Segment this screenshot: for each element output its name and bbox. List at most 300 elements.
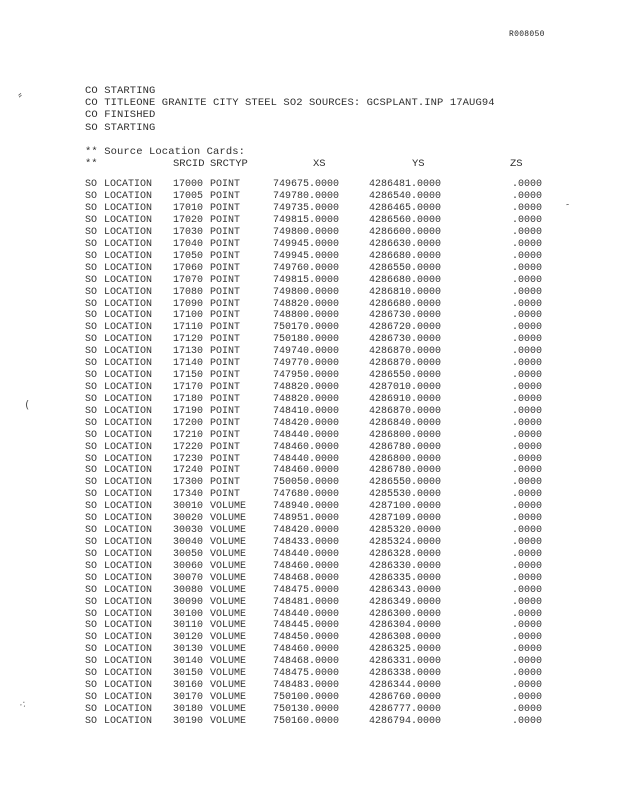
row-keyword: LOCATION [104, 274, 153, 286]
table-row [85, 203, 605, 215]
row-so: SO [85, 346, 98, 358]
row-keyword: LOCATION [104, 584, 153, 596]
row-zs: .0000 [512, 680, 543, 692]
row-srcid: 17230 [173, 453, 204, 465]
row-keyword: LOCATION [104, 680, 153, 692]
row-ys: 4285324.0000 [369, 536, 442, 548]
row-keyword: LOCATION [104, 691, 153, 703]
row-ys: 4286780.0000 [369, 441, 442, 453]
header-line-4: SO STARTING [85, 121, 156, 134]
table-row [85, 501, 605, 513]
row-so: SO [85, 381, 98, 393]
row-keyword: LOCATION [104, 703, 153, 715]
row-zs: .0000 [512, 393, 543, 405]
row-srctyp: POINT [210, 310, 241, 322]
table-row [85, 370, 605, 382]
row-keyword: LOCATION [104, 668, 153, 680]
row-srctyp: VOLUME [210, 548, 247, 560]
row-srctyp: VOLUME [210, 501, 247, 513]
row-ys: 4286680.0000 [369, 274, 442, 286]
row-xs: 748460.0000 [273, 465, 340, 477]
row-srcid: 17150 [173, 370, 204, 382]
row-zs: .0000 [512, 525, 543, 537]
row-srcid: 17100 [173, 310, 204, 322]
row-srctyp: POINT [210, 441, 241, 453]
row-keyword: LOCATION [104, 322, 153, 334]
row-keyword: LOCATION [104, 346, 153, 358]
row-keyword: LOCATION [104, 536, 153, 548]
row-ys: 4286800.0000 [369, 429, 442, 441]
table-row [85, 418, 605, 430]
table-row [85, 632, 605, 644]
row-zs: .0000 [512, 215, 543, 227]
row-ys: 4286720.0000 [369, 322, 442, 334]
row-xs: 747680.0000 [273, 489, 340, 501]
table-row [85, 465, 605, 477]
row-ys: 4287109.0000 [369, 513, 442, 525]
row-zs: .0000 [512, 489, 543, 501]
row-zs: .0000 [512, 453, 543, 465]
row-so: SO [85, 298, 98, 310]
row-zs: .0000 [512, 298, 543, 310]
row-xs: 748460.0000 [273, 644, 340, 656]
row-srcid: 17020 [173, 215, 204, 227]
table-row [85, 346, 605, 358]
row-keyword: LOCATION [104, 405, 153, 417]
row-zs: .0000 [512, 644, 543, 656]
row-zs: .0000 [512, 322, 543, 334]
row-ys: 4286840.0000 [369, 417, 442, 429]
row-srcid: 17140 [173, 358, 204, 370]
row-xs: 750170.0000 [273, 322, 340, 334]
row-so: SO [85, 501, 98, 513]
row-srctyp: POINT [210, 429, 241, 441]
table-row [85, 609, 605, 621]
row-so: SO [85, 393, 98, 405]
row-zs: .0000 [512, 381, 543, 393]
row-xs: 750130.0000 [273, 703, 340, 715]
row-zs: .0000 [512, 417, 543, 429]
column-srcid: SRCID [173, 158, 205, 171]
row-ys: 4286730.0000 [369, 310, 442, 322]
table-row [85, 537, 605, 549]
row-keyword: LOCATION [104, 227, 153, 238]
row-srcid: 30130 [173, 644, 204, 656]
row-so: SO [85, 572, 98, 584]
row-srctyp: VOLUME [210, 644, 247, 656]
row-so: SO [85, 191, 98, 203]
row-keyword: LOCATION [104, 596, 153, 608]
row-ys: 4286560.0000 [369, 215, 442, 227]
location-rows [85, 179, 605, 727]
row-srctyp: VOLUME [210, 525, 247, 537]
row-keyword: LOCATION [104, 298, 153, 310]
row-keyword: LOCATION [104, 429, 153, 441]
row-srctyp: POINT [210, 334, 241, 346]
row-srctyp: POINT [210, 191, 241, 203]
row-ys: 4286325.0000 [369, 644, 442, 656]
table-row [85, 573, 605, 585]
row-srctyp: POINT [210, 274, 241, 286]
row-zs: .0000 [512, 548, 543, 560]
row-keyword: LOCATION [104, 560, 153, 572]
row-ys: 4286550.0000 [369, 477, 442, 489]
row-srcid: 30110 [173, 620, 204, 632]
row-keyword: LOCATION [104, 656, 153, 668]
card-listing [85, 85, 605, 728]
row-zs: .0000 [512, 358, 543, 370]
table-row [85, 251, 605, 263]
row-xs: 749800.0000 [273, 286, 340, 298]
row-keyword: LOCATION [104, 572, 153, 584]
row-so: SO [85, 620, 98, 632]
row-xs: 749740.0000 [273, 346, 340, 358]
row-ys: 4286331.0000 [369, 656, 442, 668]
row-srcid: 30010 [173, 501, 204, 513]
row-srctyp: VOLUME [210, 680, 247, 692]
row-xs: 749780.0000 [273, 191, 340, 203]
row-srctyp: POINT [210, 393, 241, 405]
row-srcid: 17000 [173, 179, 204, 191]
row-srctyp: POINT [210, 227, 241, 238]
row-so: SO [85, 525, 98, 537]
table-row [85, 263, 605, 275]
row-srcid: 17340 [173, 489, 204, 501]
row-ys: 4286550.0000 [369, 370, 442, 382]
row-so: SO [85, 322, 98, 334]
row-zs: .0000 [512, 262, 543, 274]
row-xs: 749815.0000 [273, 215, 340, 227]
row-zs: .0000 [512, 620, 543, 632]
row-zs: .0000 [512, 536, 543, 548]
row-ys: 4286777.0000 [369, 703, 442, 715]
table-row [85, 692, 605, 704]
table-row [85, 179, 605, 191]
row-srctyp: VOLUME [210, 596, 247, 608]
row-srctyp: POINT [210, 286, 241, 298]
row-srcid: 30180 [173, 703, 204, 715]
row-xs: 748420.0000 [273, 525, 340, 537]
row-xs: 749945.0000 [273, 238, 340, 250]
row-srcid: 17050 [173, 250, 204, 262]
column-ys: YS [412, 158, 425, 171]
row-srctyp: POINT [210, 238, 241, 250]
table-row [85, 287, 605, 299]
table-row [85, 454, 605, 466]
row-ys: 4287100.0000 [369, 501, 442, 513]
row-xs: 748460.0000 [273, 441, 340, 453]
table-row [85, 561, 605, 573]
row-so: SO [85, 215, 98, 227]
row-zs: .0000 [512, 632, 543, 644]
row-ys: 4286794.0000 [369, 715, 442, 727]
row-keyword: LOCATION [104, 644, 153, 656]
row-srcid: 17170 [173, 381, 204, 393]
row-ys: 4286870.0000 [369, 405, 442, 417]
row-ys: 4286870.0000 [369, 346, 442, 358]
row-srctyp: VOLUME [210, 513, 247, 525]
row-xs: 749800.0000 [273, 227, 340, 238]
row-srctyp: POINT [210, 322, 241, 334]
row-xs: 748440.0000 [273, 453, 340, 465]
row-so: SO [85, 489, 98, 501]
row-xs: 748460.0000 [273, 560, 340, 572]
row-so: SO [85, 274, 98, 286]
row-ys: 4286328.0000 [369, 548, 442, 560]
table-row [85, 239, 605, 251]
table-row [85, 656, 605, 668]
row-xs: 748820.0000 [273, 381, 340, 393]
row-ys: 4286760.0000 [369, 691, 442, 703]
row-ys: 4286680.0000 [369, 298, 442, 310]
row-so: SO [85, 548, 98, 560]
row-ys: 4286308.0000 [369, 632, 442, 644]
row-xs: 748940.0000 [273, 501, 340, 513]
row-so: SO [85, 644, 98, 656]
row-so: SO [85, 584, 98, 596]
row-zs: .0000 [512, 370, 543, 382]
row-zs: .0000 [512, 691, 543, 703]
row-srcid: 30120 [173, 632, 204, 644]
row-srcid: 30050 [173, 548, 204, 560]
table-row [85, 620, 605, 632]
row-srctyp: POINT [210, 262, 241, 274]
row-srcid: 17080 [173, 286, 204, 298]
row-xs: 749945.0000 [273, 250, 340, 262]
row-srcid: 17210 [173, 429, 204, 441]
row-xs: 749735.0000 [273, 203, 340, 215]
row-so: SO [85, 668, 98, 680]
row-keyword: LOCATION [104, 238, 153, 250]
column-srctyp: SRCTYP [210, 158, 248, 171]
row-so: SO [85, 536, 98, 548]
row-srctyp: POINT [210, 453, 241, 465]
row-so: SO [85, 203, 98, 215]
page-id: R008050 [509, 30, 545, 39]
table-row [85, 644, 605, 656]
row-keyword: LOCATION [104, 441, 153, 453]
row-srcid: 17060 [173, 262, 204, 274]
row-so: SO [85, 250, 98, 262]
row-xs: 750100.0000 [273, 691, 340, 703]
row-keyword: LOCATION [104, 417, 153, 429]
row-srcid: 17110 [173, 322, 204, 334]
row-xs: 748468.0000 [273, 656, 340, 668]
row-srcid: 30090 [173, 596, 204, 608]
row-zs: .0000 [512, 513, 543, 525]
row-keyword: LOCATION [104, 453, 153, 465]
row-srctyp: POINT [210, 250, 241, 262]
row-xs: 748481.0000 [273, 596, 340, 608]
row-so: SO [85, 656, 98, 668]
row-zs: .0000 [512, 465, 543, 477]
row-srcid: 17070 [173, 274, 204, 286]
table-row [85, 704, 605, 716]
row-xs: 748440.0000 [273, 548, 340, 560]
row-srcid: 30170 [173, 691, 204, 703]
column-xs: XS [313, 158, 326, 171]
row-xs: 750160.0000 [273, 715, 340, 727]
row-srctyp: VOLUME [210, 691, 247, 703]
row-srctyp: VOLUME [210, 560, 247, 572]
row-ys: 4286550.0000 [369, 262, 442, 274]
row-keyword: LOCATION [104, 203, 153, 215]
row-xs: 750180.0000 [273, 334, 340, 346]
row-srcid: 30060 [173, 560, 204, 572]
row-ys: 4286810.0000 [369, 286, 442, 298]
table-row [85, 525, 605, 537]
row-so: SO [85, 703, 98, 715]
row-zs: .0000 [512, 572, 543, 584]
row-srcid: 17240 [173, 465, 204, 477]
row-srcid: 17130 [173, 346, 204, 358]
row-srctyp: POINT [210, 346, 241, 358]
row-srcid: 17120 [173, 334, 204, 346]
row-keyword: LOCATION [104, 715, 153, 727]
table-row [85, 227, 605, 239]
row-ys: 4285320.0000 [369, 525, 442, 537]
row-ys: 4286349.0000 [369, 596, 442, 608]
table-row [85, 406, 605, 418]
row-so: SO [85, 334, 98, 346]
row-so: SO [85, 286, 98, 298]
row-srcid: 17180 [173, 393, 204, 405]
row-xs: 748445.0000 [273, 620, 340, 632]
table-row [85, 489, 605, 501]
margin-mark-right: - [565, 199, 571, 211]
row-srcid: 30040 [173, 536, 204, 548]
row-srcid: 30150 [173, 668, 204, 680]
row-ys: 4286300.0000 [369, 608, 442, 620]
row-so: SO [85, 453, 98, 465]
row-ys: 4286540.0000 [369, 191, 442, 203]
row-zs: .0000 [512, 608, 543, 620]
table-row [85, 191, 605, 203]
row-ys: 4286630.0000 [369, 238, 442, 250]
row-xs: 748440.0000 [273, 608, 340, 620]
row-srcid: 17220 [173, 441, 204, 453]
row-srctyp: POINT [210, 179, 241, 191]
row-srcid: 17010 [173, 203, 204, 215]
row-xs: 750050.0000 [273, 477, 340, 489]
row-srctyp: POINT [210, 370, 241, 382]
row-xs: 748450.0000 [273, 632, 340, 644]
row-xs: 748475.0000 [273, 668, 340, 680]
row-so: SO [85, 238, 98, 250]
row-keyword: LOCATION [104, 548, 153, 560]
table-row [85, 668, 605, 680]
row-keyword: LOCATION [104, 191, 153, 203]
row-keyword: LOCATION [104, 250, 153, 262]
margin-mark-top-left: ⸗ [16, 87, 24, 102]
row-srcid: 30190 [173, 715, 204, 727]
row-keyword: LOCATION [104, 632, 153, 644]
row-xs: 748475.0000 [273, 584, 340, 596]
table-row [85, 358, 605, 370]
row-xs: 749770.0000 [273, 358, 340, 370]
row-so: SO [85, 608, 98, 620]
row-xs: 748440.0000 [273, 429, 340, 441]
table-row [85, 394, 605, 406]
row-srcid: 30140 [173, 656, 204, 668]
section-title: ** Source Location Cards: [85, 145, 246, 158]
row-so: SO [85, 513, 98, 525]
row-so: SO [85, 310, 98, 322]
row-xs: 748433.0000 [273, 536, 340, 548]
header-line-1: CO STARTING [85, 85, 156, 97]
row-keyword: LOCATION [104, 608, 153, 620]
row-zs: .0000 [512, 191, 543, 203]
row-so: SO [85, 358, 98, 370]
row-xs: 748420.0000 [273, 417, 340, 429]
row-so: SO [85, 680, 98, 692]
row-so: SO [85, 179, 98, 191]
header-line-3: CO FINISHED [85, 109, 156, 122]
row-srcid: 30020 [173, 513, 204, 525]
table-row [85, 716, 605, 728]
row-srctyp: VOLUME [210, 620, 247, 632]
row-xs: 748800.0000 [273, 310, 340, 322]
row-ys: 4286465.0000 [369, 203, 442, 215]
table-row [85, 310, 605, 322]
table-row [85, 382, 605, 394]
row-xs: 749675.0000 [273, 179, 340, 191]
row-ys: 4286780.0000 [369, 465, 442, 477]
row-zs: .0000 [512, 179, 543, 191]
row-srctyp: POINT [210, 203, 241, 215]
row-zs: .0000 [512, 334, 543, 346]
row-ys: 4285530.0000 [369, 489, 442, 501]
row-srcid: 17030 [173, 227, 204, 238]
row-xs: 748468.0000 [273, 572, 340, 584]
column-header-row [85, 158, 605, 170]
row-xs: 748820.0000 [273, 393, 340, 405]
row-ys: 4286800.0000 [369, 453, 442, 465]
row-srctyp: VOLUME [210, 584, 247, 596]
row-srcid: 17005 [173, 191, 204, 203]
row-ys: 4286730.0000 [369, 334, 442, 346]
row-so: SO [85, 465, 98, 477]
row-so: SO [85, 477, 98, 489]
row-keyword: LOCATION [104, 310, 153, 322]
row-keyword: LOCATION [104, 262, 153, 274]
row-srctyp: POINT [210, 215, 241, 227]
row-keyword: LOCATION [104, 370, 153, 382]
row-keyword: LOCATION [104, 489, 153, 501]
row-srcid: 17040 [173, 238, 204, 250]
row-srctyp: POINT [210, 358, 241, 370]
row-zs: .0000 [512, 560, 543, 572]
row-zs: .0000 [512, 656, 543, 668]
table-row [85, 513, 605, 525]
row-xs: 748483.0000 [273, 680, 340, 692]
row-srcid: 17190 [173, 405, 204, 417]
row-keyword: LOCATION [104, 334, 153, 346]
row-srcid: 17300 [173, 477, 204, 489]
table-row [85, 477, 605, 489]
table-row [85, 299, 605, 311]
header-line-2: CO TITLEONE GRANITE CITY STEEL SO2 SOURCES: GCSPLANT.INP 17AUG94 [85, 97, 495, 110]
table-row [85, 442, 605, 454]
row-ys: 4286910.0000 [369, 393, 442, 405]
row-ys: 4286335.0000 [369, 572, 442, 584]
table-row [85, 597, 605, 609]
row-zs: .0000 [512, 346, 543, 358]
row-xs: 747950.0000 [273, 370, 340, 382]
margin-mark-bottom-left: ∴ [18, 699, 28, 711]
row-so: SO [85, 691, 98, 703]
row-srcid: 30080 [173, 584, 204, 596]
